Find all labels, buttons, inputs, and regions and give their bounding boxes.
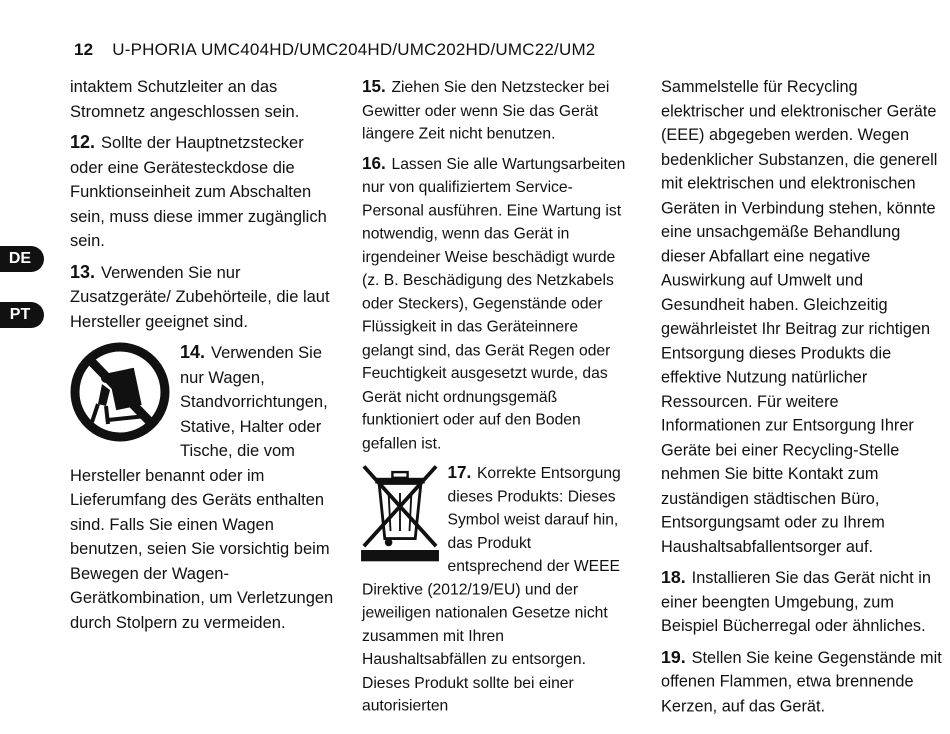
item-number: 16. (362, 153, 386, 173)
item-text: Sollte der Hauptnetzstecker oder eine Gerätesteckdose die Funktionseinheit zum Abschalten sein, muss diese immer zugänglich sein. (70, 134, 327, 250)
item-text: Korrekte Entsorgung dieses Produkts: Dieses Symbol weist darauf hin, das Produkt entsprechend der WEEE Direktive (2012/19/EU) und der jeweiligen nationalen Gesetze nicht zusammen mit Ihren Haushaltsabfällen zu entsorgen. Dieses Produkt sollte bei einer autorisierten (362, 464, 621, 715)
item-number: 15. (362, 76, 386, 96)
item-number: 14. (180, 342, 206, 362)
item-text: Verwenden Sie nur Zusatzgeräte/ Zubehörteile, die laut Hersteller geeignet sind. (70, 263, 330, 331)
item-16 (362, 151, 626, 455)
item-19 (661, 645, 943, 719)
column-left (70, 75, 338, 641)
item-number: 18. (661, 567, 686, 587)
item-text: Lassen Sie alle Wartungsarbeiten nur von qualifiziertem Service-Personal ausführen. Eine Wartung ist notwendig, wenn das Gerät in irgendeiner Weise beschädigt wurde (z. B. Beschädigung des Netzkabels oder Steckers), Gegenstände oder Flüssigkeit in das Geräteinnere gelangt sind, das Gerät Regen oder Feuchtigkeit ausgesetzt wurde, das Gerät nicht ordnungsgemäß funktioniert oder auf den Boden gefallen ist. (362, 155, 626, 452)
item-17 (362, 461, 626, 718)
item-12 (70, 130, 338, 254)
item-17-continued: Sammelstelle für Recycling elektrischer und elektronischer Geräte (EEE) abgegeben werden. Wegen bedenklicher Substanzen, die generell mit elektrischen und elektronischen Geräten in Verbindung stehen, könnte eine unsachgemäße Behandlung dieser Abfallart eine negative Auswirkung auf Umwelt und Gesundheit haben. Gleichzeitig gewährleistet Ihr Beitrag zur richtigen Entsorgung dieses Produkts die effektive Nutzung natürlicher Ressourcen. Für weitere Informationen zur Entsorgung Ihrer Geräte bei einer Recycling-Stelle nehmen Sie bitte Kontakt zum zuständigen städtischen Büro, Entsorgungsamt oder zu Ihrem Haushaltsabfallentsorger auf. (661, 77, 938, 556)
item-number: 19. (661, 646, 686, 667)
language-tab-pt[interactable]: PT (0, 302, 44, 328)
item-number: 13. (70, 261, 96, 282)
page-header (74, 40, 595, 60)
document-title: U-PHORIA UMC404HD/UMC204HD/UMC202HD/UMC22/UM2 (112, 40, 596, 59)
item-text: Verwenden Sie nur Wagen, Standvorrichtungen, Stative, Halter oder Tische, die vom Hersteller benannt oder im Lieferumfang des Geräts enthalten sind. Falls Sie einen Wagen benutzen, seien Sie vorsichtig beim Bewegen der Wagen-Gerätkombination, um Verletzungen durch Stolpern zu vermeiden. (70, 344, 334, 632)
item-15 (362, 75, 626, 146)
intro-text: intaktem Schutzleiter an das Stromnetz angeschlossen sein. (70, 78, 300, 121)
item-13 (70, 260, 338, 335)
item-text: Installieren Sie das Gerät nicht in einer beengten Umgebung, zum Beispiel Bücherregal oder ähnliches. (661, 569, 931, 636)
page-number: 12 (74, 40, 94, 59)
item-14 (70, 340, 338, 635)
item-number: 12. (70, 132, 96, 152)
item-18 (661, 565, 943, 639)
column-middle (362, 75, 626, 723)
column-right (661, 75, 943, 724)
item-number: 17. (447, 462, 472, 482)
language-tab-de[interactable]: DE (0, 246, 44, 272)
cart-warning-icon (68, 340, 172, 452)
item-text: Stellen Sie keine Gegenstände mit offenen Flammen, etwa brennende Kerzen, auf das Gerät. (661, 648, 942, 715)
weee-bin-icon (360, 461, 440, 569)
item-text: Ziehen Sie den Netzstecker bei Gewitter oder wenn Sie das Gerät längere Zeit nicht benutzen. (362, 78, 610, 143)
